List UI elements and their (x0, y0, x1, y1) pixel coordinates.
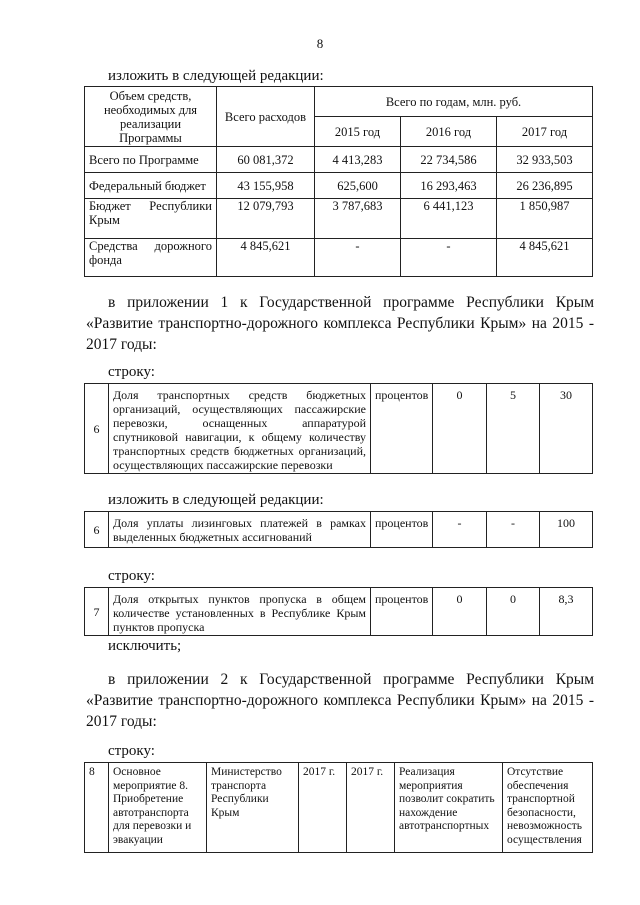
funding-table (84, 86, 593, 277)
row-name: Средства дорожного фонда (85, 239, 217, 277)
table-row (85, 173, 593, 199)
table-row (85, 239, 593, 277)
cell-2016: 6 441,123 (401, 199, 497, 239)
value-2017: 30 (540, 384, 593, 474)
value-2016: 5 (487, 384, 540, 474)
cell-2017: 32 933,503 (497, 147, 593, 173)
cell-2016: 22 734,586 (401, 147, 497, 173)
value-2016: 0 (487, 588, 540, 636)
page-number: 8 (316, 36, 324, 51)
label-row-1: строку: (108, 364, 155, 380)
table-row (85, 147, 593, 173)
indicator-text: Доля уплаты лизинговых платежей в рамках выделенных бюджетных ассигнований (109, 512, 371, 548)
row-number: 6 (85, 384, 109, 474)
intro-text-2: изложить в следующей редакции: (108, 492, 324, 508)
activity-start: 2017 г. (299, 763, 347, 853)
cell-total: 12 079,793 (217, 199, 315, 239)
cell-total: 4 845,621 (217, 239, 315, 277)
activity-table (84, 762, 593, 853)
row-name: Всего по Программе (85, 147, 217, 173)
table-row (85, 199, 593, 239)
row-number: 7 (85, 588, 109, 636)
cell-2015: 625,600 (315, 173, 401, 199)
activity-end: 2017 г. (347, 763, 395, 853)
cell-2016: - (401, 239, 497, 277)
row-name: Бюджет Республики Крым (85, 199, 217, 239)
value-2017: 8,3 (540, 588, 593, 636)
activity-result: Реализация мероприятия позволит сократить нахождение автотранспортных (395, 763, 503, 853)
cell-2016: 16 293,463 (401, 173, 497, 199)
header-2016: 2016 год (401, 117, 497, 147)
value-2015: 0 (433, 384, 487, 474)
activity-executor: Министерство транспорта Республики Крым (207, 763, 299, 853)
indicator-table-old (84, 383, 593, 474)
indicator-unit: процентов (371, 588, 433, 636)
activity-measure: Основное мероприятие 8. Приобретение автотранспорта для перевозки и эвакуации (109, 763, 207, 853)
row-number: 6 (85, 512, 109, 548)
indicator-unit: процентов (371, 384, 433, 474)
cell-2017: 26 236,895 (497, 173, 593, 199)
value-2016: - (487, 512, 540, 548)
indicator-table-row7 (84, 587, 593, 636)
indicator-unit: процентов (371, 512, 433, 548)
exclude-text: исключить; (108, 638, 182, 654)
paragraph-appendix-1: в приложении 1 к Государственной программе Республики Крым «Развитие транспортно-дорожного комплекса Республики Крым» на 2015 - 2017 годы: (86, 294, 594, 353)
header-volume: Объем средств, необходимых для реализации Программы (85, 87, 217, 147)
header-total: Всего расходов (217, 87, 315, 147)
indicator-text: Доля транспортных средств бюджетных организаций, осуществляющих пассажирские перевозки, оснащенных аппаратурой спутниковой навигации, к общему количеству транспортных средств бюджетных организаций, осуществляющих пассажирские перевозки (109, 384, 371, 474)
table-row (85, 588, 593, 636)
row-number: 8 (85, 763, 109, 853)
table-row (85, 512, 593, 548)
value-2015: - (433, 512, 487, 548)
paragraph-appendix-2: в приложении 2 к Государственной программе Республики Крым «Развитие транспортно-дорожного комплекса Республики Крым» на 2015 - 2017 годы: (86, 671, 594, 730)
table-row (85, 763, 593, 853)
cell-2017: 4 845,621 (497, 239, 593, 277)
cell-2015: 4 413,283 (315, 147, 401, 173)
indicator-table-new (84, 511, 593, 548)
cell-2015: 3 787,683 (315, 199, 401, 239)
cell-2015: - (315, 239, 401, 277)
indicator-text: Доля открытых пунктов пропуска в общем количестве установленных в Республике Крым пунктов пропуска (109, 588, 371, 636)
value-2015: 0 (433, 588, 487, 636)
table-row (85, 384, 593, 474)
header-2017: 2017 год (497, 117, 593, 147)
intro-text-1: изложить в следующей редакции: (108, 68, 324, 84)
value-2017: 100 (540, 512, 593, 548)
cell-total: 60 081,372 (217, 147, 315, 173)
label-row-3: строку: (108, 743, 155, 759)
header-2015: 2015 год (315, 117, 401, 147)
cell-total: 43 155,958 (217, 173, 315, 199)
activity-consequence: Отсутствие обеспечения транспортной безопасности, невозможность осуществления (503, 763, 593, 853)
row-name: Федеральный бюджет (85, 173, 217, 199)
header-years: Всего по годам, млн. руб. (315, 87, 593, 117)
cell-2017: 1 850,987 (497, 199, 593, 239)
label-row-2: строку: (108, 568, 155, 584)
